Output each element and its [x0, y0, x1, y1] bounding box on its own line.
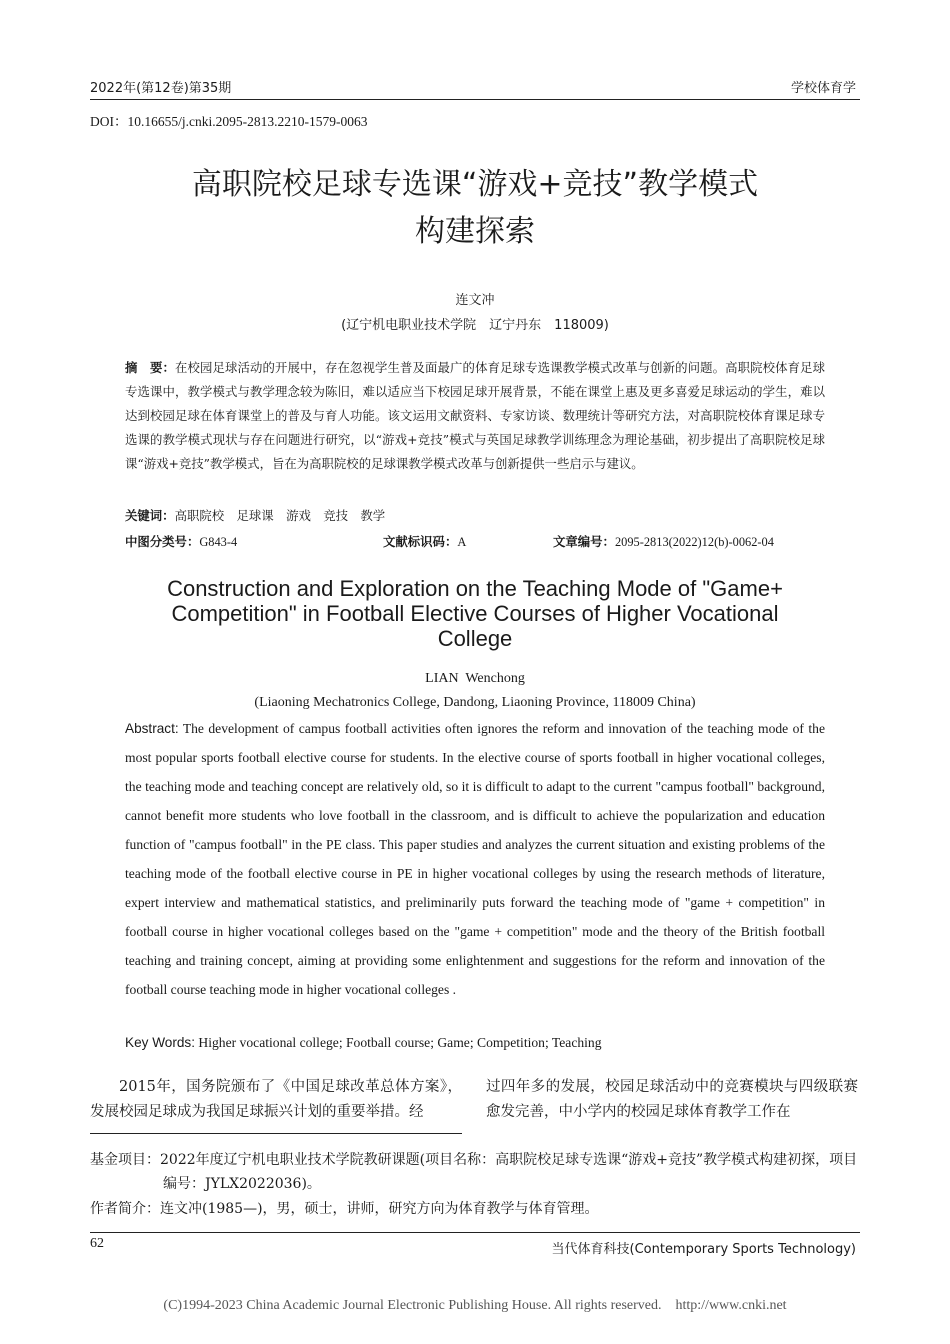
page-number: 62: [90, 1236, 104, 1251]
footer-rule: [90, 1232, 860, 1233]
clc-number: [125, 532, 237, 550]
abstract-cn: [125, 356, 825, 476]
clc-label: 中图分类号：: [125, 534, 200, 549]
author-en: LIAN Wenchong: [425, 671, 525, 686]
keywords-cn-text: 高职院校 足球课 游戏 竞技 教学: [174, 508, 386, 523]
author-cn: 连文冲: [455, 293, 495, 308]
copyright: (C)1994-2023 China Academic Journal Electronic Publishing House. All rights reserved. http://www.cnki.net: [163, 1298, 787, 1313]
abstract-cn-label: 摘 要：: [125, 360, 176, 375]
abstract-en: [125, 714, 825, 1004]
title-en-line1: Construction and Exploration on the Teaching Mode of "Game+: [167, 576, 783, 601]
abstract-en-label: Abstract:: [125, 721, 179, 736]
footnote-rule: [90, 1133, 462, 1134]
author-note: 作者简介：连文冲(1985—)，男，硕士，讲师，研究方向为体育教学与体育管理。: [90, 1201, 599, 1217]
keywords-cn-label: 关键词：: [125, 508, 175, 523]
article-number: [553, 532, 774, 550]
article-label: 文章编号：: [553, 534, 615, 549]
doc-value: A: [457, 535, 467, 549]
title-en-line2: Competition" in Football Elective Courses of Higher Vocational: [171, 601, 779, 626]
affiliation-cn: (辽宁机电职业技术学院 辽宁丹东 118009): [341, 318, 609, 333]
doc-label: 文献标识码：: [383, 534, 458, 549]
affiliation-en: (Liaoning Mechatronics College, Dandong, Liaoning Province, 118009 China): [254, 695, 696, 710]
keywords-cn: [125, 506, 385, 524]
issue-info: 2022年(第12卷)第35期: [90, 81, 232, 96]
keywords-en-text: Higher vocational college; Football course; Game; Competition; Teaching: [195, 1035, 602, 1050]
body-right-column: 过四年多的发展，校园足球活动中的竞赛模块与四级联赛愈发完善，中小学内的校园足球体育教学工作在: [486, 1079, 858, 1120]
document-code: [383, 532, 466, 550]
title-en-line3: College: [437, 626, 513, 651]
body-left-column: 2015年，国务院颁布了《中国足球改革总体方案》，发展校园足球成为我国足球振兴计划的重要举措。经: [90, 1079, 462, 1120]
clc-value: G843-4: [199, 535, 238, 549]
article-value: 2095-2813(2022)12(b)-0062-04: [614, 535, 774, 549]
keywords-en-label: Key Words:: [125, 1035, 196, 1050]
journal-name: 当代体育科技(Contemporary Sports Technology): [551, 1242, 856, 1257]
fund-note: 基金项目：2022年度辽宁机电职业技术学院教研课题(项目名称：高职院校足球专选课“游戏+竞技”教学模式构建初探，项目编号：JYLX2022036)。: [90, 1152, 858, 1192]
abstract-cn-text: 在校园足球活动的开展中，存在忽视学生普及面最广的体育足球专选课教学模式改革与创新的问题。高职院校体育足球专选课中，教学模式与教学理念较为陈旧，难以适应当下校园足球开展背景，不能在课堂上惠及更多喜爱足球运动的学生，难以达到校园足球在体育课堂上的普及与育人功能。该文运用文献资料、专家访谈、数理统计等研究方法，对高职院校体育课足球专选课的教学模式现状与存在问题进行研究，以“游戏+竞技”模式与英国足球教学训练理念为理论基础，初步提出了高职院校足球课“游戏+竞技”教学模式，旨在为高职院校的足球课教学模式改革与创新提供一些启示与建议。: [125, 360, 826, 471]
keywords-en: [125, 1035, 602, 1051]
header-rule: [90, 99, 860, 100]
title-en: [0, 576, 950, 651]
section-name: 学校体育学: [790, 81, 856, 96]
title-cn-line1: 高职院校足球专选课“游戏+竞技”教学模式: [191, 167, 759, 202]
doi: DOI：10.16655/j.cnki.2095-2813.2210-1579-0063: [90, 114, 368, 129]
abstract-en-text: The development of campus football activities often ignores the reform and innovation of the teaching mode of the most popular sports football elective course for students. In the elective course of sports football in higher vocational colleges, the teaching mode and teaching concept are relatively old, so it is difficult to adapt to the current "campus football" background, cannot benefit more students who love football in the classroom, and is difficult to achieve the popularization and education function of "campus football" in the PE class. This paper studies and analyzes the current situation and existing problems of the teaching mode of the football elective course in PE in higher vocational colleges by using the research methods of literature, expert interview and mathematical statistics, and preliminarily puts forward the teaching mode of "game + competition" in football course in higher vocational colleges based on the "game + competition" mode and the theory of the British football teaching and training concept, aiming at providing some enlightenment and suggestions for the reform and innovation of the football course teaching mode in higher vocational colleges .: [125, 721, 825, 997]
title-cn-line2: 构建探索: [415, 214, 535, 249]
